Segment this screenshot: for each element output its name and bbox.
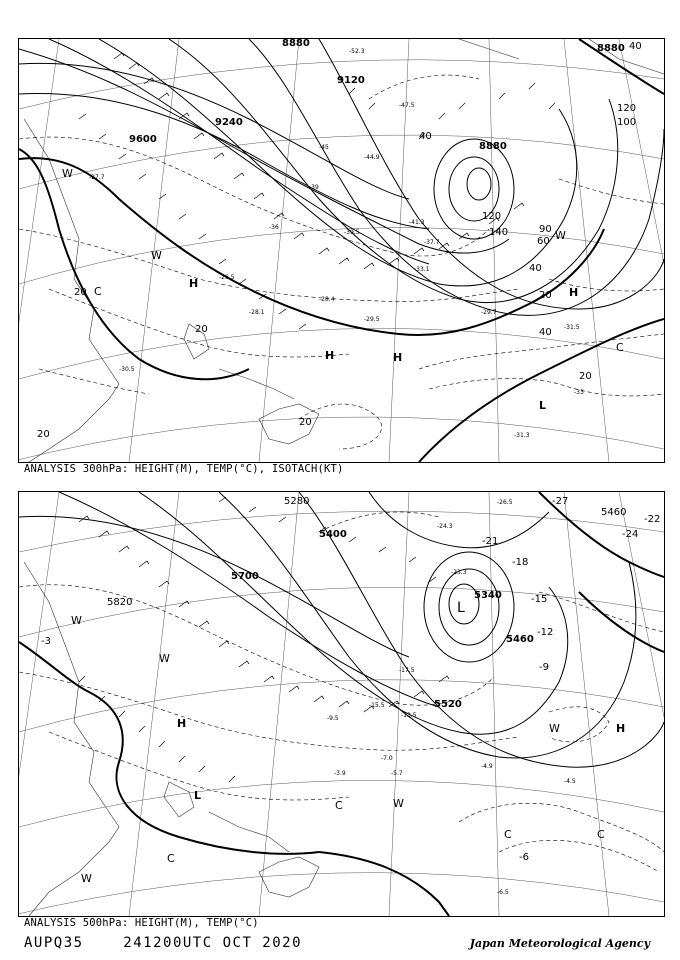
height-label: 9240 (215, 117, 243, 128)
isotach-label: 120 (482, 211, 502, 222)
temp-label: -4.5 (564, 778, 576, 785)
height-label: 5460 (506, 634, 534, 645)
height-label: 5280 (284, 496, 310, 507)
temp-label: -5.7 (391, 770, 403, 777)
temp-label: -15 (531, 594, 548, 605)
bold-contours-300 (19, 39, 664, 462)
isotach-label: 40 (629, 41, 642, 52)
isotach-label: 20 (579, 371, 592, 382)
temp-label: -45 (319, 144, 329, 151)
temp-label: -28.4 (319, 296, 335, 303)
warm-center-marker: W (62, 167, 73, 180)
temp-label: -9.5 (327, 715, 339, 722)
height-label: 5400 (319, 529, 347, 540)
high-center-marker: H (616, 722, 626, 735)
high-center-marker: H (569, 286, 579, 299)
isotach-label: 40 (419, 131, 432, 142)
warm-center-marker: W (159, 652, 170, 665)
temp-label: -9 (539, 662, 549, 673)
temp-label: -33 (574, 389, 584, 396)
cold-center-marker: C (167, 852, 175, 865)
low-center-marker: L (457, 600, 465, 616)
high-center-marker: H (393, 351, 403, 364)
isotach-label: 40 (529, 263, 542, 274)
cold-center-marker: C (504, 828, 512, 841)
chart-300hpa-map (19, 39, 664, 462)
temp-label: -52.3 (349, 48, 365, 55)
high-center-marker: H (325, 349, 335, 362)
chart-code: AUPQ35 (24, 935, 84, 951)
isotach-label: 120 (617, 103, 637, 114)
temp-label: -27.7 (89, 174, 105, 181)
temp-labels-500 (41, 496, 660, 896)
temp-label: -6.5 (497, 889, 509, 896)
temp-label: -41.3 (409, 219, 425, 226)
isotach-label: 60 (537, 236, 550, 247)
height-label: 9600 (129, 134, 157, 145)
temp-label: -23.3 (451, 569, 467, 576)
temp-label: -37.7 (424, 239, 440, 246)
temp-label: -12 (537, 627, 554, 638)
temp-label: -28.1 (249, 309, 265, 316)
analysis-time: 241200UTC OCT 2020 (123, 935, 303, 951)
isotach-label: 140 (489, 227, 509, 238)
temp-label: -15.5 (369, 702, 385, 709)
temp-label: -18 (512, 557, 529, 568)
temp-labels-300 (89, 48, 584, 439)
low-center-marker: L (194, 789, 202, 802)
high-center-marker: H (189, 277, 199, 290)
height-label: 5700 (231, 571, 259, 582)
warm-center-marker: W (71, 614, 82, 627)
high-center-marker: H (177, 717, 187, 730)
isotach-label: 20 (539, 290, 552, 301)
caption-300hpa: ANALYSIS 300hPa: HEIGHT(M), TEMP(°C), ISOTACH(KT) (24, 463, 344, 475)
temp-label: -44.9 (364, 154, 380, 161)
temp-label: -21 (482, 536, 499, 547)
cold-center-marker: C (616, 341, 624, 354)
agency-credit: Japan Meteorological Agency (469, 937, 650, 950)
cold-center-marker: C (94, 285, 102, 298)
temp-label: -13.5 (401, 712, 417, 719)
height-label: 8880 (597, 43, 625, 54)
temp-label: -4.9 (481, 763, 493, 770)
caption-500hpa: ANALYSIS 500hPa: HEIGHT(M), TEMP(°C) (24, 917, 259, 929)
temp-label: -31.3 (514, 432, 530, 439)
chart-500hpa (18, 491, 665, 917)
temp-label: -33.1 (414, 266, 430, 273)
warm-center-marker: W (549, 722, 560, 735)
temp-label: -29.7 (481, 309, 497, 316)
height-label: 8880 (282, 39, 310, 49)
temp-label: -47.5 (399, 102, 415, 109)
warm-center-marker: W (151, 249, 162, 262)
temp-label: -17.5 (399, 667, 415, 674)
temp-label: -30.5 (119, 366, 135, 373)
temp-label: -29.5 (364, 316, 380, 323)
temp-label: -31.5 (564, 324, 580, 331)
temp-label: -7.0 (381, 755, 393, 762)
height-label: 5340 (474, 590, 502, 601)
isotach-label: 90 (539, 224, 552, 235)
isotach-label: 20 (37, 429, 50, 440)
low-center-marker: L (539, 399, 547, 412)
chart-500hpa-map (19, 492, 664, 916)
temp-label: -39.5 (344, 229, 360, 236)
isotach-label: 20 (195, 324, 208, 335)
temp-label: -27 (552, 496, 569, 507)
cold-center-marker: C (597, 828, 605, 841)
isotach-label: 20 (74, 287, 87, 298)
warm-center-marker: W (555, 229, 566, 242)
temp-label: -26.5 (219, 274, 235, 281)
temp-label: -22 (644, 514, 661, 525)
chart-identifier (24, 935, 302, 951)
height-label: 8880 (479, 141, 507, 152)
height-label: 5820 (107, 597, 133, 608)
isotach-labels-300 (37, 41, 642, 440)
warm-center-marker: W (393, 797, 404, 810)
height-label: 5460 (601, 507, 627, 518)
warm-center-marker: W (81, 872, 92, 885)
chart-300hpa (18, 38, 665, 463)
isotherms-500 (19, 512, 664, 872)
isotach-label: 40 (539, 327, 552, 338)
temp-label: -26.5 (497, 499, 513, 506)
graticule-300 (19, 39, 664, 462)
isotach-label: 20 (299, 417, 312, 428)
pressure-centers-500 (71, 600, 625, 885)
temp-label: -3.9 (334, 770, 346, 777)
temp-label: -24.3 (437, 523, 453, 530)
cold-center-marker: C (335, 799, 343, 812)
height-label: 9120 (337, 75, 365, 86)
temp-label: -36 (269, 224, 279, 231)
temp-label: -6 (519, 852, 529, 863)
height-label: 5520 (434, 699, 462, 710)
temp-label: -3 (41, 636, 51, 647)
temp-label: -24 (622, 529, 639, 540)
isotach-label: 100 (617, 117, 637, 128)
temp-label: -39 (309, 184, 319, 191)
